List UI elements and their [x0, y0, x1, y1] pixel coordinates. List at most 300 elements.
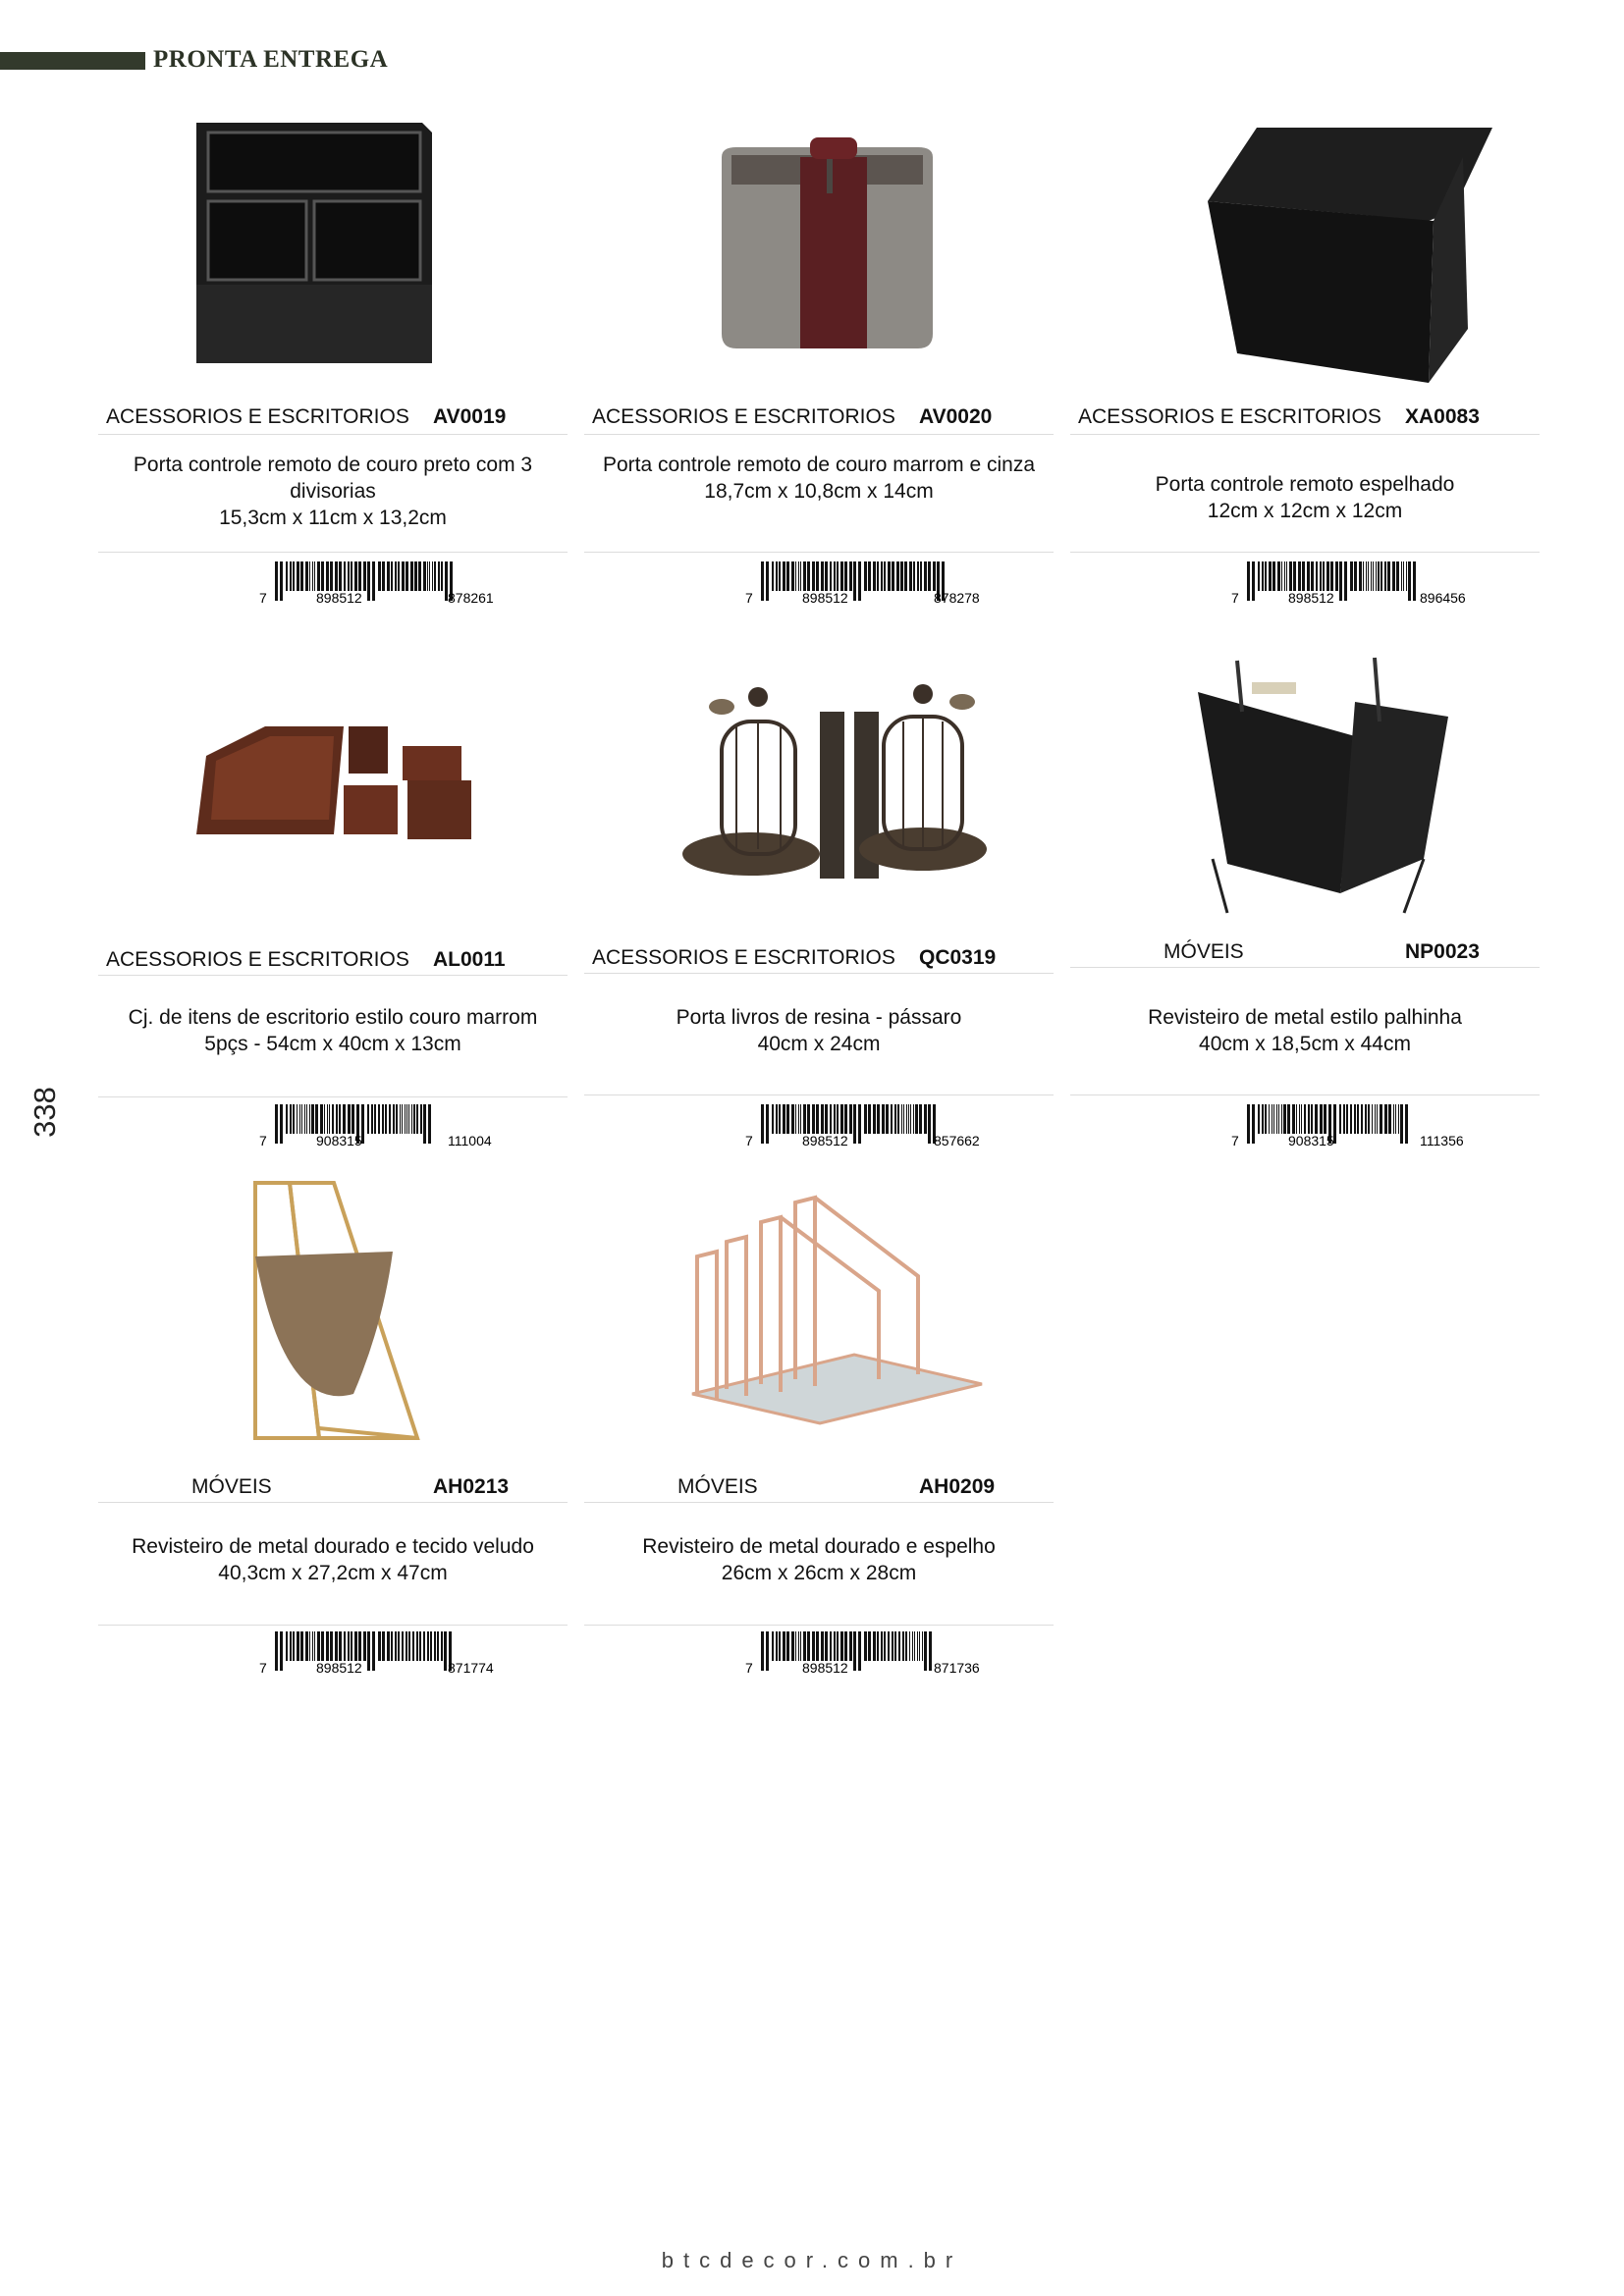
barcode-bar	[314, 1631, 315, 1661]
barcode-bar	[411, 1104, 412, 1134]
barcode-bar	[293, 561, 295, 591]
barcode-bar	[408, 1631, 410, 1661]
barcode-bar	[902, 1631, 904, 1661]
barcode-bar	[1286, 561, 1287, 591]
barcode-bar	[906, 1104, 907, 1134]
barcode-bar	[378, 1631, 381, 1661]
barcode-bar	[1380, 1104, 1382, 1134]
barcode-bar	[378, 561, 381, 591]
footer-url: btcdecor.com.br	[661, 2248, 963, 2272]
product-category: ACESSORIOS E ESCRITORIOS	[106, 405, 409, 428]
barcode-bar	[1375, 1104, 1376, 1134]
product-photo-brown-desk-set	[137, 653, 530, 928]
barcode-bar	[1258, 1104, 1260, 1134]
barcode-bar	[286, 561, 288, 591]
barcode-bar	[286, 1104, 288, 1134]
barcode-bar	[1359, 561, 1362, 591]
barcode-bar	[1365, 1104, 1367, 1134]
barcode-bar	[1281, 561, 1282, 591]
barcode-bar	[309, 561, 310, 591]
barcode-bar	[884, 1631, 886, 1661]
barcode-bar	[293, 1631, 295, 1661]
barcode-bar	[1307, 561, 1310, 591]
barcode-bar	[385, 1104, 387, 1134]
product-title: Revisteiro de metal estilo palhinha	[1148, 1006, 1462, 1029]
barcode-bar	[1413, 561, 1416, 601]
divider	[98, 975, 568, 976]
barcode-prefix: 7	[259, 1660, 267, 1676]
divider	[1070, 552, 1540, 553]
barcode-group-1: 898512	[1288, 590, 1334, 606]
barcode-bar	[290, 1631, 292, 1661]
barcode-bar	[305, 1631, 308, 1661]
barcode-bar	[367, 1104, 369, 1134]
barcode-bar	[868, 1104, 871, 1134]
barcode-bar	[837, 561, 839, 591]
barcode-bar	[317, 561, 320, 591]
barcode-bar	[363, 561, 366, 591]
barcode-bar	[844, 1631, 847, 1661]
product-card	[584, 653, 1054, 1153]
barcode-bar	[343, 1104, 346, 1134]
barcode-bar	[312, 1631, 313, 1661]
product-category: ACESSORIOS E ESCRITORIOS	[106, 948, 409, 971]
barcode-group-1: 898512	[316, 1660, 362, 1676]
product-code: AL0011	[433, 948, 506, 971]
product-card	[584, 1178, 1054, 1679]
barcode-bar	[351, 561, 352, 591]
product-meta	[1070, 402, 1540, 432]
barcode	[743, 1631, 1028, 1677]
barcode-bar	[1403, 561, 1404, 591]
page-number: 338	[27, 1087, 62, 1138]
product-card	[584, 118, 1054, 618]
barcode-bar	[803, 1631, 806, 1661]
product-description	[98, 1533, 568, 1586]
barcode-bar	[339, 1631, 342, 1661]
barcode-bar	[326, 1631, 329, 1661]
barcode-bar	[348, 561, 350, 591]
barcode-bar	[1269, 561, 1272, 591]
barcode-bar	[1378, 561, 1380, 591]
barcode-bar	[1366, 561, 1367, 591]
barcode-bar	[1311, 1104, 1313, 1134]
barcode-group-2: 896456	[1420, 590, 1466, 606]
barcode-bar	[779, 1104, 781, 1134]
barcode-bar	[858, 1631, 861, 1671]
barcode-bar	[798, 1104, 799, 1134]
barcode-bar	[354, 561, 357, 591]
barcode-bar	[406, 1631, 407, 1661]
barcode-bar	[378, 1104, 380, 1134]
product-description	[584, 1004, 1054, 1057]
barcode-bar	[783, 1104, 785, 1134]
barcode-bar	[800, 561, 801, 591]
barcode-bar	[438, 561, 440, 591]
barcode-bar	[904, 561, 907, 591]
barcode-bar	[920, 561, 922, 591]
barcode-bar	[1273, 1104, 1274, 1134]
barcode-bar	[894, 1104, 896, 1134]
barcode-bar	[795, 561, 796, 591]
barcode-bar	[1344, 561, 1347, 601]
barcode-bar	[430, 1631, 432, 1661]
barcode-bar	[400, 1104, 401, 1134]
product-meta	[98, 1472, 568, 1502]
product-description	[1070, 471, 1540, 524]
barcode-bar	[428, 1104, 431, 1144]
barcode-bar	[382, 561, 385, 591]
barcode-bar	[1292, 1104, 1295, 1134]
barcode-bar	[437, 1631, 439, 1661]
barcode-bar	[309, 1631, 310, 1661]
barcode-bar	[779, 1631, 781, 1661]
barcode-bar	[1326, 561, 1329, 591]
barcode-bar	[1308, 1104, 1310, 1134]
barcode-bar	[413, 1104, 415, 1134]
barcode-bar	[275, 561, 278, 601]
barcode-bar	[434, 561, 436, 591]
barcode-bar	[1361, 1104, 1363, 1134]
barcode-bar	[275, 1104, 278, 1144]
barcode-bar	[396, 1104, 398, 1134]
barcode-bar	[897, 1104, 899, 1134]
barcode-bar	[317, 1631, 320, 1661]
barcode-bar	[300, 561, 303, 591]
barcode-bar	[888, 1631, 890, 1661]
product-description	[1070, 1004, 1540, 1057]
divider	[584, 1502, 1054, 1503]
barcode-bar	[1269, 1104, 1270, 1134]
barcode-bar	[837, 1631, 839, 1661]
barcode	[257, 561, 542, 607]
barcode-bar	[905, 1631, 907, 1661]
barcode-bar	[1247, 561, 1250, 601]
barcode-bar	[761, 1631, 764, 1671]
divider	[1070, 434, 1540, 435]
barcode-bar	[297, 561, 299, 591]
barcode-bar	[1396, 561, 1399, 591]
barcode-bar	[791, 1104, 794, 1134]
barcode-bar	[807, 1104, 810, 1134]
barcode-bar	[429, 561, 430, 591]
barcode-bar	[761, 561, 764, 601]
barcode-bar	[330, 1631, 333, 1661]
barcode	[257, 1631, 542, 1677]
product-title: Porta livros de resina - pássaro	[676, 1006, 962, 1029]
barcode-bar	[853, 1104, 856, 1144]
divider	[98, 1096, 568, 1097]
section-title: PRONTA ENTREGA	[153, 46, 389, 73]
barcode-bar	[894, 1631, 896, 1661]
barcode-bar	[877, 1104, 880, 1134]
barcode-bar	[1284, 561, 1285, 591]
barcode-bar	[881, 561, 883, 591]
barcode-bar	[1301, 1104, 1302, 1134]
barcode-bar	[877, 1631, 879, 1661]
barcode-bar	[358, 561, 361, 591]
barcode-bar	[344, 561, 346, 591]
barcode-bar	[367, 1631, 370, 1671]
barcode-group-2: 857662	[934, 1133, 980, 1148]
barcode-bar	[1350, 561, 1353, 591]
product-photo-rattan-magazine-rack	[1110, 653, 1502, 928]
barcode-bar	[825, 1631, 828, 1661]
divider	[584, 973, 1054, 974]
barcode-bar	[924, 561, 927, 591]
barcode-bar	[304, 1104, 305, 1134]
barcode-prefix: 7	[745, 590, 753, 606]
barcode-bar	[766, 1104, 769, 1144]
barcode-bar	[406, 1104, 407, 1134]
barcode-bar	[830, 1104, 832, 1134]
divider	[98, 1502, 568, 1503]
barcode-bar	[402, 561, 405, 591]
barcode-bar	[776, 561, 778, 591]
barcode-bar	[398, 1631, 400, 1661]
barcode-bar	[1373, 561, 1374, 591]
product-meta	[584, 943, 1054, 973]
barcode-bar	[888, 561, 891, 591]
barcode-bar	[314, 561, 315, 591]
barcode-bar	[830, 1631, 832, 1661]
barcode-bar	[1315, 1104, 1318, 1134]
product-card	[98, 653, 568, 1153]
product-meta	[98, 945, 568, 975]
product-meta	[584, 1472, 1054, 1502]
barcode-bars	[275, 561, 453, 601]
barcode-bar	[864, 561, 867, 591]
barcode-bar	[798, 1631, 799, 1661]
barcode-bar	[912, 1631, 913, 1661]
barcode-bar	[286, 1631, 288, 1661]
barcode-bar	[348, 1631, 350, 1661]
product-dimensions: 5pçs - 54cm x 40cm x 13cm	[204, 1033, 461, 1055]
barcode-bar	[1377, 1104, 1378, 1134]
barcode-bar	[1276, 1104, 1277, 1134]
barcode-bar	[803, 561, 806, 591]
barcode-group-1: 898512	[802, 1133, 848, 1148]
barcode-bars	[275, 1631, 452, 1671]
barcode-bar	[293, 1104, 295, 1134]
barcode-bar	[868, 1631, 871, 1661]
product-code: AV0020	[919, 405, 993, 428]
barcode-bar	[858, 1104, 861, 1144]
barcode-bar	[1354, 561, 1357, 591]
barcode-bar	[1281, 1104, 1282, 1134]
barcode-bar	[798, 561, 799, 591]
barcode-bar	[382, 1104, 384, 1134]
barcode-bar	[335, 561, 338, 591]
barcode-bar	[772, 1104, 774, 1134]
product-code: AV0019	[433, 405, 507, 428]
barcode-bar	[825, 1104, 828, 1134]
barcode-prefix: 7	[1231, 590, 1239, 606]
product-dimensions: 26cm x 26cm x 28cm	[721, 1562, 917, 1584]
product-card	[1070, 118, 1540, 618]
barcode-bar	[1298, 561, 1301, 591]
barcode-bar	[406, 561, 408, 591]
barcode-bar	[837, 1104, 839, 1134]
barcode-bar	[329, 1104, 330, 1134]
barcode-bar	[783, 1631, 785, 1661]
product-category: ACESSORIOS E ESCRITORIOS	[592, 405, 895, 428]
barcode-bar	[297, 1631, 299, 1661]
barcode	[743, 1104, 1028, 1149]
barcode-bar	[371, 1104, 373, 1134]
barcode-bar	[933, 561, 936, 591]
barcode-bar	[816, 1104, 819, 1134]
barcode-bar	[412, 1631, 414, 1661]
barcode-bar	[915, 1104, 918, 1134]
barcode-bar	[1262, 561, 1264, 591]
barcode-bar	[812, 1631, 815, 1661]
product-dimensions: 12cm x 12cm x 12cm	[1207, 500, 1403, 522]
barcode-bar	[882, 1104, 885, 1134]
barcode-prefix: 7	[745, 1660, 753, 1676]
barcode-bar	[320, 1104, 323, 1134]
barcode-bar	[309, 1104, 310, 1134]
barcode-bar	[324, 1104, 325, 1134]
product-dimensions: 40,3cm x 27,2cm x 47cm	[218, 1562, 448, 1584]
header-bar	[0, 52, 145, 70]
barcode-bar	[800, 1631, 801, 1661]
barcode-bar	[339, 561, 342, 591]
barcode-bar	[391, 1631, 393, 1661]
barcode-bar	[1363, 561, 1364, 591]
barcode-bar	[783, 561, 785, 591]
barcode-bar	[903, 1104, 904, 1134]
barcode-bar	[786, 1631, 789, 1661]
barcode-bar	[306, 1104, 307, 1134]
barcode-bar	[898, 1631, 900, 1661]
barcode-bar	[776, 1631, 778, 1661]
product-category: MÓVEIS	[191, 1475, 272, 1498]
product-description	[98, 1004, 568, 1057]
barcode-bar	[395, 561, 397, 591]
divider	[98, 552, 568, 553]
barcode-bar	[312, 561, 313, 591]
barcode-bar	[348, 1104, 351, 1134]
barcode-bar	[395, 1631, 397, 1661]
product-category: ACESSORIOS E ESCRITORIOS	[1078, 405, 1381, 428]
barcode-bar	[330, 561, 333, 591]
barcode-bar	[766, 561, 769, 601]
barcode-bars	[761, 561, 945, 601]
product-code: AH0213	[433, 1475, 510, 1498]
product-description	[584, 452, 1054, 505]
barcode-prefix: 7	[259, 1133, 267, 1148]
barcode-bar	[917, 561, 919, 591]
barcode-bar	[849, 1104, 852, 1134]
barcode-bar	[896, 561, 899, 591]
barcode-bar	[299, 1104, 300, 1134]
barcode-bar	[821, 1631, 824, 1661]
barcode-bar	[358, 1631, 361, 1661]
barcode-bar	[432, 561, 433, 591]
barcode-bar	[881, 1631, 883, 1661]
barcode-bar	[1320, 1104, 1323, 1134]
barcode-group-1: 898512	[802, 1660, 848, 1676]
barcode-bar	[1400, 1104, 1403, 1144]
barcode-bar	[909, 1631, 910, 1661]
barcode-bar	[858, 561, 861, 601]
barcode-bar	[1302, 561, 1305, 591]
product-dimensions: 18,7cm x 10,8cm x 14cm	[704, 480, 934, 503]
barcode-bar	[914, 1631, 915, 1661]
barcode-bar	[1320, 561, 1322, 591]
barcode-bar	[332, 1104, 334, 1134]
barcode-bar	[351, 1631, 352, 1661]
barcode	[1229, 561, 1514, 607]
product-photo-black-leather-remote-holder	[137, 118, 530, 393]
product-title: Porta controle remoto espelhado	[1155, 473, 1455, 496]
divider	[98, 1625, 568, 1626]
product-photo-mirrored-remote-holder	[1110, 118, 1502, 393]
barcode-bar	[791, 1631, 794, 1661]
barcode-bar	[393, 1104, 395, 1134]
divider	[584, 552, 1054, 553]
barcode-bar	[849, 1631, 852, 1661]
barcode-bar	[414, 561, 417, 591]
barcode-bar	[290, 561, 292, 591]
barcode-bar	[924, 1631, 927, 1671]
barcode-bar	[816, 1631, 819, 1661]
barcode-bar	[873, 561, 876, 591]
barcode-bar	[807, 1631, 810, 1661]
barcode-bar	[1401, 561, 1402, 591]
barcode-bar	[327, 1104, 328, 1134]
barcode-bar	[408, 1104, 409, 1134]
barcode	[743, 561, 1028, 607]
product-code: QC0319	[919, 946, 997, 969]
barcode-bars	[761, 1104, 936, 1144]
barcode-bar	[441, 1631, 443, 1661]
product-photo-gold-mirror-letter-rack	[623, 1178, 1016, 1453]
barcode-bar	[1287, 1104, 1290, 1134]
barcode-bar	[367, 561, 370, 601]
product-meta	[98, 402, 568, 432]
barcode-bar	[919, 1631, 920, 1661]
product-card	[98, 1178, 568, 1679]
barcode-bar	[853, 1631, 856, 1671]
barcode-bar	[1368, 561, 1369, 591]
barcode-group-1: 908315	[1288, 1133, 1334, 1148]
barcode-bar	[1393, 1104, 1394, 1134]
barcode-bar	[922, 1631, 923, 1661]
barcode-bar	[280, 1104, 283, 1144]
barcode-bar	[391, 561, 393, 591]
barcode-bar	[1324, 1104, 1326, 1134]
product-meta	[584, 402, 1054, 432]
barcode-bar	[1346, 1104, 1348, 1134]
barcode-bar	[849, 561, 852, 591]
product-dimensions: 15,3cm x 11cm x 13,2cm	[219, 507, 447, 529]
barcode-bar	[761, 1104, 764, 1144]
barcode-bar	[1350, 1104, 1352, 1134]
barcode-bar	[1384, 1104, 1387, 1134]
barcode-bar	[825, 561, 828, 591]
barcode-bar	[1289, 561, 1292, 591]
barcode-bar	[853, 561, 856, 601]
barcode-bar	[900, 561, 903, 591]
barcode-bar	[791, 561, 794, 591]
barcode-bar	[1265, 1104, 1267, 1134]
barcode-bar	[892, 1631, 893, 1661]
barcode-bar	[1339, 1104, 1341, 1134]
barcode-bar	[335, 1631, 338, 1661]
product-description	[98, 452, 568, 531]
